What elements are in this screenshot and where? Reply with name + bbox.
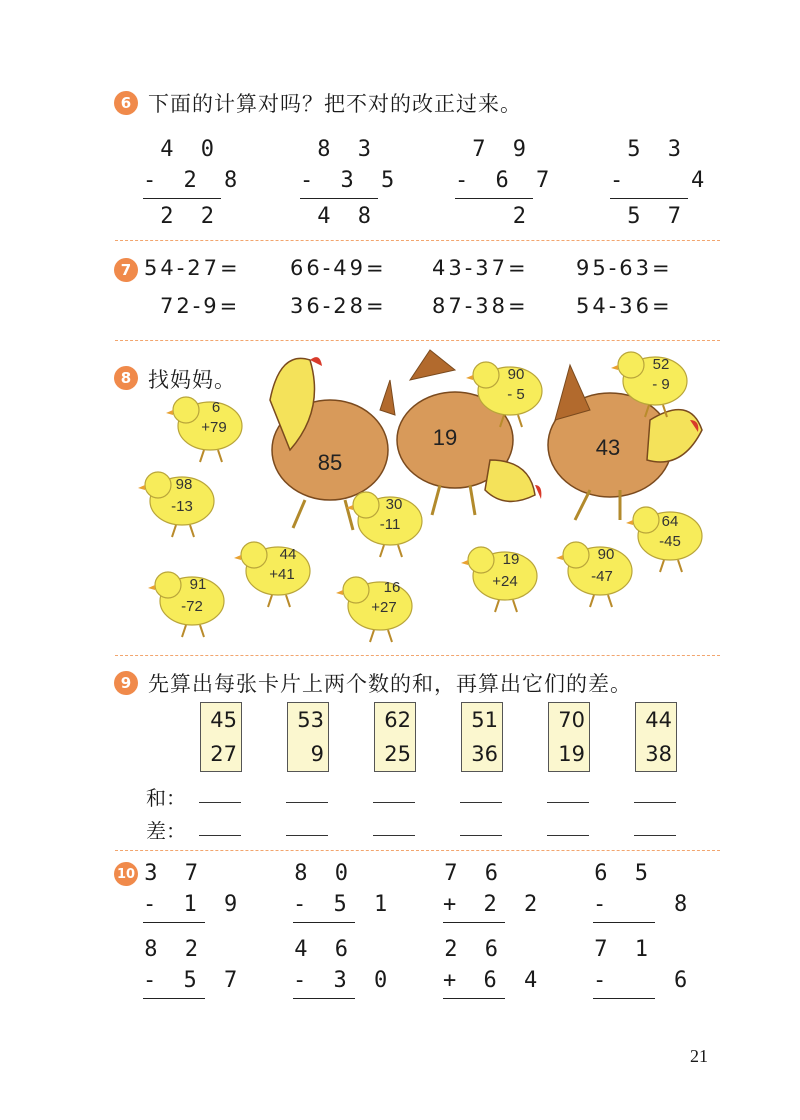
question-8-instruction: 找妈妈。 xyxy=(148,368,236,392)
sum-blank-2[interactable] xyxy=(286,802,328,803)
divider-4 xyxy=(115,850,720,851)
q10-p8-rule xyxy=(593,998,655,999)
q10-p1-rule xyxy=(143,922,205,923)
q10-p7-bottom: + 6 4 xyxy=(443,968,545,993)
q10-p4-top: 6 5 xyxy=(594,861,655,886)
q6-p4-result: 5 7 xyxy=(627,204,688,229)
q10-problem-8 xyxy=(593,934,695,1001)
q10-problem-7 xyxy=(443,934,545,1001)
chick-8-bottom: +24 xyxy=(492,573,518,590)
page-number: 21 xyxy=(690,1046,708,1066)
q10-p7-top: 2 6 xyxy=(444,937,505,962)
question-9-instruction: 先算出每张卡片上两个数的和，再算出它们的差。 xyxy=(148,672,632,696)
hen-85-number: 85 xyxy=(317,450,343,475)
q6-p4-top: 5 3 xyxy=(627,137,688,162)
hen-19-number: 19 xyxy=(432,425,458,450)
divider-3 xyxy=(115,655,720,656)
q10-problem-6 xyxy=(293,934,395,1001)
q10-p6-top: 4 6 xyxy=(294,937,355,962)
chick-3-bottom: - 9 xyxy=(652,376,670,393)
card-2 xyxy=(287,702,329,772)
card-6-a: 44 xyxy=(645,708,672,732)
question-7-badge: 7 xyxy=(114,258,138,282)
chick-10-top: 91 xyxy=(189,576,207,593)
card-5-a: 70 xyxy=(558,708,585,732)
card-6-b: 38 xyxy=(645,742,672,766)
q6-p2-result: 4 8 xyxy=(317,204,378,229)
chick-6-bottom: -45 xyxy=(659,533,681,550)
q10-problem-2 xyxy=(293,858,395,925)
q10-p8-bottom: - 6 xyxy=(593,968,695,993)
chick-8-top: 19 xyxy=(502,551,520,568)
chick-5-bottom: -11 xyxy=(379,516,401,533)
q10-p6-rule xyxy=(293,998,355,999)
q6-p3-bottom: - 6 7 xyxy=(455,168,557,193)
q7-r2-c2: 36-28= xyxy=(290,294,387,318)
q10-p4-rule xyxy=(593,922,655,923)
sum-blank-1[interactable] xyxy=(199,802,241,803)
q10-p2-top: 8 0 xyxy=(294,861,355,886)
sum-blank-4[interactable] xyxy=(460,802,502,803)
hen-43-number: 43 xyxy=(595,435,621,460)
chick-4-top: 98 xyxy=(175,476,193,493)
chick-6-top: 64 xyxy=(661,513,679,530)
card-2-b: 9 xyxy=(310,742,324,766)
q7-r1-c1: 54-27= xyxy=(144,256,241,280)
q7-r2-c4: 54-36= xyxy=(576,294,673,318)
q7-r2-c1: 72-9= xyxy=(160,294,241,318)
card-3 xyxy=(374,702,416,772)
difference-label: 差： xyxy=(146,819,186,843)
diff-blank-5[interactable] xyxy=(547,835,589,836)
q10-p5-rule xyxy=(143,998,205,999)
chick-11-bottom: +27 xyxy=(371,599,397,616)
chick-1-top: 6 xyxy=(211,399,221,416)
chick-5-top: 30 xyxy=(385,496,403,513)
sum-label: 和： xyxy=(146,786,186,810)
card-3-a: 62 xyxy=(384,708,411,732)
q10-p5-top: 8 2 xyxy=(144,937,205,962)
card-1 xyxy=(200,702,242,772)
chick-4-bottom: -13 xyxy=(171,498,193,515)
chick-3-top: 52 xyxy=(652,356,670,373)
chick-9-bottom: -47 xyxy=(591,568,613,585)
q6-p3-top: 7 9 xyxy=(472,137,533,162)
diff-blank-1[interactable] xyxy=(199,835,241,836)
q10-p2-rule xyxy=(293,922,355,923)
card-5 xyxy=(548,702,590,772)
diff-blank-4[interactable] xyxy=(460,835,502,836)
card-4-b: 36 xyxy=(471,742,498,766)
q10-p3-top: 7 6 xyxy=(444,861,505,886)
q6-p3-result: 2 xyxy=(512,204,533,229)
chick-4 xyxy=(138,472,214,537)
q10-problem-3 xyxy=(443,858,545,925)
question-10-badge: 10 xyxy=(114,862,138,886)
q10-p5-bottom: - 5 7 xyxy=(143,968,245,993)
chick-1 xyxy=(166,397,242,462)
q6-p1-bottom: - 2 8 xyxy=(143,168,245,193)
q10-p3-rule xyxy=(443,922,505,923)
q7-r2-c3: 87-38= xyxy=(432,294,529,318)
q10-p1-top: 3 7 xyxy=(144,861,205,886)
q6-p1-top: 4 0 xyxy=(160,137,221,162)
q10-p3-bottom: + 2 2 xyxy=(443,892,545,917)
card-6 xyxy=(635,702,677,772)
q10-p1-bottom: - 1 9 xyxy=(143,892,245,917)
sum-blank-3[interactable] xyxy=(373,802,415,803)
q6-p2-top: 8 3 xyxy=(317,137,378,162)
card-1-a: 45 xyxy=(210,708,237,732)
q10-problem-5 xyxy=(143,934,245,1001)
question-9-badge: 9 xyxy=(114,671,138,695)
card-4 xyxy=(461,702,503,772)
question-6-badge: 6 xyxy=(114,91,138,115)
q10-problem-4 xyxy=(593,858,695,925)
q10-problem-1 xyxy=(143,858,245,925)
q10-p6-bottom: - 3 0 xyxy=(293,968,395,993)
chick-11 xyxy=(336,577,412,642)
q10-p2-bottom: - 5 1 xyxy=(293,892,395,917)
chick-9 xyxy=(556,542,632,607)
chick-6 xyxy=(626,507,702,572)
chick-2-top: 90 xyxy=(507,366,525,383)
card-3-b: 25 xyxy=(384,742,411,766)
chick-10 xyxy=(148,572,224,637)
chick-1-bottom: +79 xyxy=(201,419,227,436)
q10-p8-top: 7 1 xyxy=(594,937,655,962)
chick-11-top: 16 xyxy=(383,579,401,596)
card-4-a: 51 xyxy=(471,708,498,732)
sum-blank-6[interactable] xyxy=(634,802,676,803)
chick-7-bottom: +41 xyxy=(269,566,295,583)
chick-10-bottom: -72 xyxy=(181,598,203,615)
sum-blank-5[interactable] xyxy=(547,802,589,803)
chick-5 xyxy=(346,492,422,557)
diff-blank-2[interactable] xyxy=(286,835,328,836)
q10-p4-bottom: - 8 xyxy=(593,892,695,917)
diff-blank-3[interactable] xyxy=(373,835,415,836)
chick-2-bottom: - 5 xyxy=(507,386,525,403)
question-6-instruction: 下面的计算对吗？把不对的改正过来。 xyxy=(148,92,522,116)
card-2-a: 53 xyxy=(297,708,324,732)
q6-p1-result: 2 2 xyxy=(160,204,221,229)
chick-7-top: 44 xyxy=(279,546,297,563)
chick-9-top: 90 xyxy=(597,546,615,563)
q7-r1-c2: 66-49= xyxy=(290,256,387,280)
q6-p4-bottom: - 4 xyxy=(610,168,712,193)
card-5-b: 19 xyxy=(558,742,585,766)
chick-7 xyxy=(234,542,310,607)
chick-8 xyxy=(461,547,537,612)
q6-p2-bottom: - 3 5 xyxy=(300,168,402,193)
q10-p7-rule xyxy=(443,998,505,999)
q7-r1-c3: 43-37= xyxy=(432,256,529,280)
card-1-b: 27 xyxy=(210,742,237,766)
question-8-badge: 8 xyxy=(114,366,138,390)
q7-r1-c4: 95-63= xyxy=(576,256,673,280)
diff-blank-6[interactable] xyxy=(634,835,676,836)
